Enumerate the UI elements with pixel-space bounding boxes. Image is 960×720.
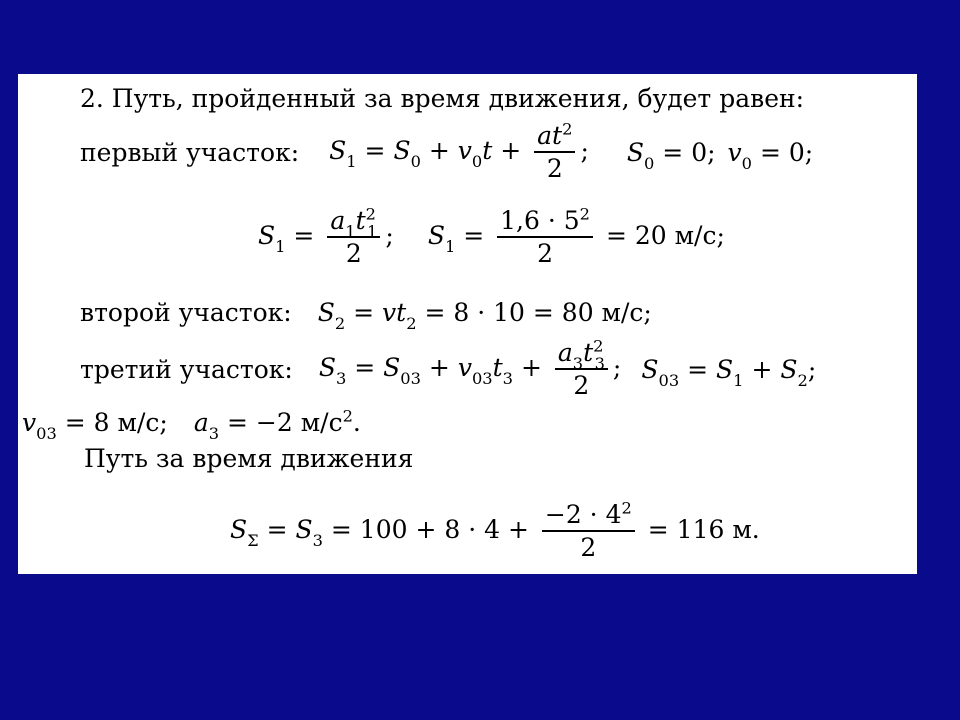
segment2-row — [80, 298, 917, 334]
segment3-label: третий участок: — [80, 354, 293, 384]
segment1-formula: $S_1 = S_0 + v_0t$ + $\frac{at^2}{2}$ ; — [329, 119, 589, 183]
total-formula: $S_\Sigma = S_3 = 100 + 8 \cdot 4$ + $\frac{-2 \cdot 4^2}{2}$ = 116 м. — [230, 498, 760, 562]
segment2-formula: $S_2 = vt_2 = 8 \cdot 10 = 80$ м/с; — [317, 298, 652, 334]
segment1-label: первый участок: — [80, 137, 300, 167]
total-label: Путь за время движения — [84, 444, 414, 473]
segment3-row — [80, 336, 917, 402]
fraction: $\frac{a_1t^2_1}{2}$ — [327, 207, 380, 268]
segment2-label: второй участок: — [80, 298, 292, 327]
fraction: $\frac{1,6 \cdot 5^2}{2}$ — [497, 207, 593, 268]
segment3-formula: $S_3 = S_{03} + v_{03}t_3$ + $\frac{a_3t^2_3}{2}$ ; — [318, 336, 622, 400]
segment3-condition: $S_{03} = S_1 + S_2$; — [641, 354, 817, 390]
segment1-calculation: $S_1$ = $\frac{a_1t^2_1}{2}$ ; $S_1$ = $\frac{1,6 \cdot 5^2}{2}$ = 20 м/с; — [258, 204, 725, 268]
solution-card — [18, 74, 917, 574]
segment3-parameters: $v_{03} = 8$ м/с; $a_3 = -2$ $м/с^2$. — [22, 406, 361, 444]
fraction: $\frac{a_3t^2_3}{2}$ — [555, 339, 608, 400]
segment1-row — [80, 120, 917, 184]
fraction: $\frac{at^2}{2}$ — [534, 122, 575, 183]
fraction: $\frac{-2 \cdot 4^2}{2}$ — [542, 501, 635, 562]
segment1-conditions: $S_0 = 0$; $v_0 = 0$; — [626, 137, 814, 173]
solution-heading: 2. Путь, пройденный за время движения, будет равен: — [80, 84, 805, 113]
